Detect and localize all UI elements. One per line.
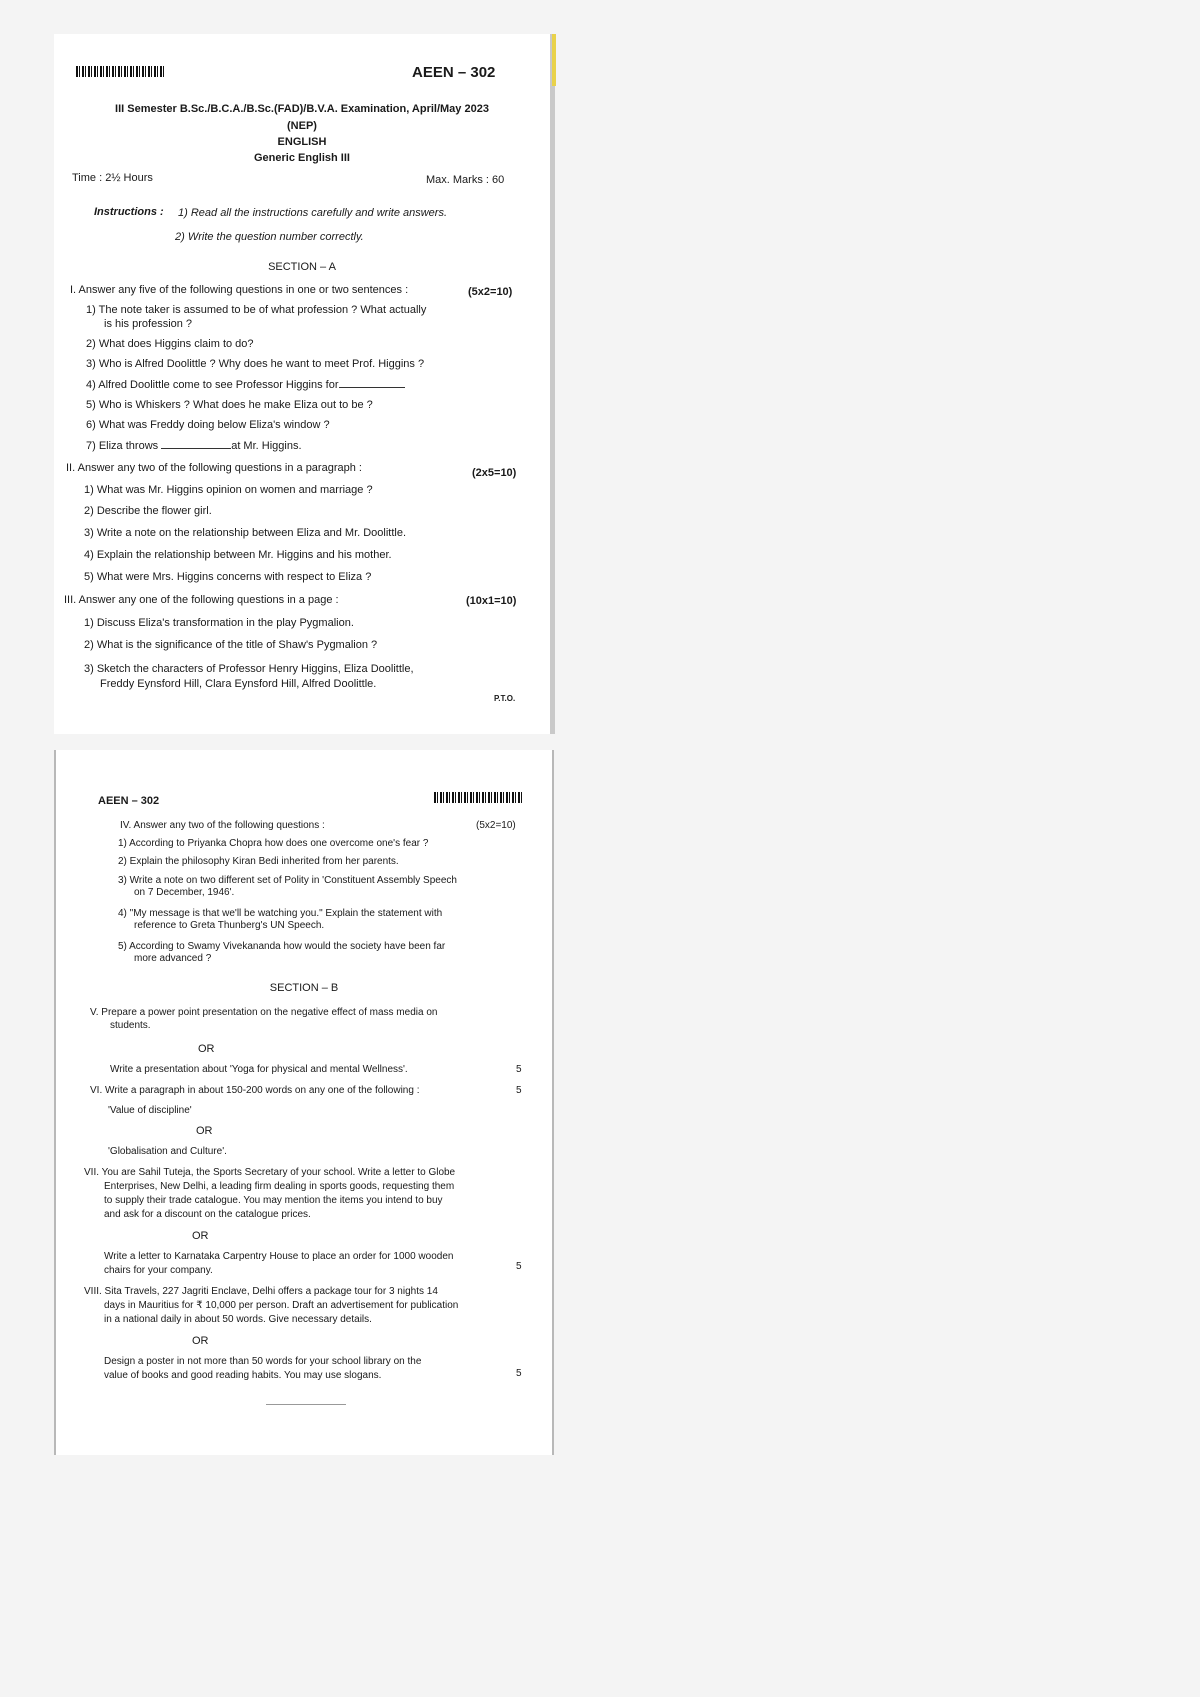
question-8-text: Design a poster in not more than 50 words for your school library on the [104, 1356, 422, 1367]
question-3-item: 1) Discuss Eliza's transformation in the play Pygmalion. [84, 617, 354, 629]
question-8-text: days in Mauritius for ₹ 10,000 per person. Draft an advertisement for publication [104, 1300, 459, 1311]
question-1-item: is his profession ? [104, 318, 193, 330]
page-edge-strip [552, 34, 556, 86]
question-4-heading: IV. Answer any two of the following questions : [120, 820, 325, 831]
exam-scheme: (NEP) [287, 120, 317, 132]
instruction-2: 2) Write the question number correctly. [175, 231, 364, 243]
question-5-text: students. [110, 1020, 151, 1031]
question-6-marks: 5 [516, 1085, 522, 1096]
question-8-text: in a national daily in about 50 words. Give necessary details. [104, 1314, 372, 1325]
question-2-item: 5) What were Mrs. Higgins concerns with respect to Eliza ? [84, 571, 372, 583]
instructions-label: Instructions : [94, 206, 164, 218]
question-1-item: 2) What does Higgins claim to do? [86, 338, 254, 350]
question-1-item-text: 7) Eliza throws [86, 440, 159, 452]
barcode [76, 66, 166, 77]
question-2-item: 2) Describe the flower girl. [84, 505, 212, 517]
exam-time: Time : 2½ Hours [72, 172, 153, 184]
question-2-marks: (2x5=10) [472, 467, 517, 479]
question-5-text: Write a presentation about 'Yoga for physical and mental Wellness'. [110, 1064, 408, 1075]
question-8-text: value of books and good reading habits. You may use slogans. [104, 1370, 382, 1381]
question-7-text: VII. You are Sahil Tuteja, the Sports Secretary of your school. Write a letter to Globe [84, 1167, 456, 1178]
question-8-text: VIII. Sita Travels, 227 Jagriti Enclave, Delhi offers a package tour for 3 nights 14 [84, 1286, 438, 1297]
exam-subject: ENGLISH [277, 136, 327, 148]
instruction-1: 1) Read all the instructions carefully and write answers. [178, 207, 448, 219]
question-2-item: 4) Explain the relationship between Mr. Higgins and his mother. [84, 549, 392, 561]
question-3-item: Freddy Eynsford Hill, Clara Eynsford Hill, Alfred Doolittle. [100, 678, 377, 690]
question-4-item: 2) Explain the philosophy Kiran Bedi inherited from her parents. [118, 856, 399, 867]
exam-paper: Generic English III [254, 152, 350, 164]
question-1-item-text: at Mr. Higgins. [231, 440, 302, 452]
section-a-heading: SECTION – A [268, 261, 336, 273]
question-1-item-text: 4) Alfred Doolittle come to see Professor Higgins for [86, 379, 339, 391]
question-5-text: V. Prepare a power point presentation on the negative effect of mass media on [90, 1007, 438, 1018]
exam-page-2 [54, 750, 554, 1455]
question-3-item: 3) Sketch the characters of Professor Henry Higgins, Eliza Doolittle, [84, 663, 414, 675]
exam-title: III Semester B.Sc./B.C.A./B.Sc.(FAD)/B.V.A. Examination, April/May 2023 [115, 103, 489, 115]
question-1-item: 6) What was Freddy doing below Eliza's window ? [86, 419, 330, 431]
question-4-item: on 7 December, 1946'. [134, 887, 235, 898]
exam-page-1 [54, 34, 555, 734]
question-5-marks: 5 [516, 1064, 522, 1075]
question-4-item: reference to Greta Thunberg's UN Speech. [134, 920, 325, 931]
or-label: OR [192, 1230, 209, 1242]
question-2-item: 1) What was Mr. Higgins opinion on women and marriage ? [84, 484, 373, 496]
question-1-item [86, 439, 302, 453]
or-label: OR [198, 1043, 215, 1055]
question-4-item: more advanced ? [134, 953, 212, 964]
question-7-text: Enterprises, New Delhi, a leading firm dealing in sports goods, requesting them [104, 1181, 455, 1192]
fill-blank [161, 448, 231, 449]
question-4-marks: (5x2=10) [476, 820, 516, 831]
pto-label: P.T.O. [494, 694, 516, 703]
question-3-item: 2) What is the significance of the title of Shaw's Pygmalion ? [84, 639, 378, 651]
question-1-item: 5) Who is Whiskers ? What does he make Eliza out to be ? [86, 399, 373, 411]
question-7-text: chairs for your company. [104, 1265, 213, 1276]
barcode [434, 792, 522, 803]
or-label: OR [196, 1125, 213, 1137]
question-6-text: VI. Write a paragraph in about 150-200 words on any one of the following : [90, 1085, 420, 1096]
question-1-marks: (5x2=10) [468, 286, 513, 298]
end-rule [266, 1404, 346, 1405]
question-7-marks: 5 [516, 1261, 522, 1272]
question-1-heading: I. Answer any five of the following questions in one or two sentences : [70, 284, 409, 296]
question-4-item: 3) Write a note on two different set of Polity in 'Constituent Assembly Speech [118, 875, 457, 886]
exam-max-marks: Max. Marks : 60 [426, 174, 505, 186]
paper-code: AEEN – 302 [412, 64, 496, 81]
question-6-option: 'Value of discipline' [108, 1105, 192, 1116]
question-3-heading: III. Answer any one of the following questions in a page : [64, 594, 339, 606]
question-4-item: 4) "My message is that we'll be watching you." Explain the statement with [118, 908, 443, 919]
question-7-text: to supply their trade catalogue. You may mention the items you intend to buy [104, 1195, 443, 1206]
question-1-item: 1) The note taker is assumed to be of what profession ? What actually [86, 304, 427, 316]
section-b-heading: SECTION – B [269, 982, 339, 994]
question-4-item: 5) According to Swamy Vivekananda how would the society have been far [118, 941, 446, 952]
question-8-marks: 5 [516, 1368, 522, 1379]
question-3-marks: (10x1=10) [466, 595, 517, 607]
question-4-item: 1) According to Priyanka Chopra how does one overcome one's fear ? [118, 838, 429, 849]
question-2-item: 3) Write a note on the relationship between Eliza and Mr. Doolittle. [84, 527, 407, 539]
question-2-heading: II. Answer any two of the following questions in a paragraph : [66, 462, 362, 474]
question-1-item [86, 378, 405, 392]
question-7-text: Write a letter to Karnataka Carpentry House to place an order for 1000 wooden [104, 1251, 454, 1262]
or-label: OR [192, 1335, 209, 1347]
fill-blank [339, 387, 405, 388]
question-1-item: 3) Who is Alfred Doolittle ? Why does he want to meet Prof. Higgins ? [86, 358, 425, 370]
paper-code: AEEN – 302 [98, 795, 160, 807]
question-7-text: and ask for a discount on the catalogue prices. [104, 1209, 311, 1220]
question-6-option: 'Globalisation and Culture'. [108, 1146, 227, 1157]
